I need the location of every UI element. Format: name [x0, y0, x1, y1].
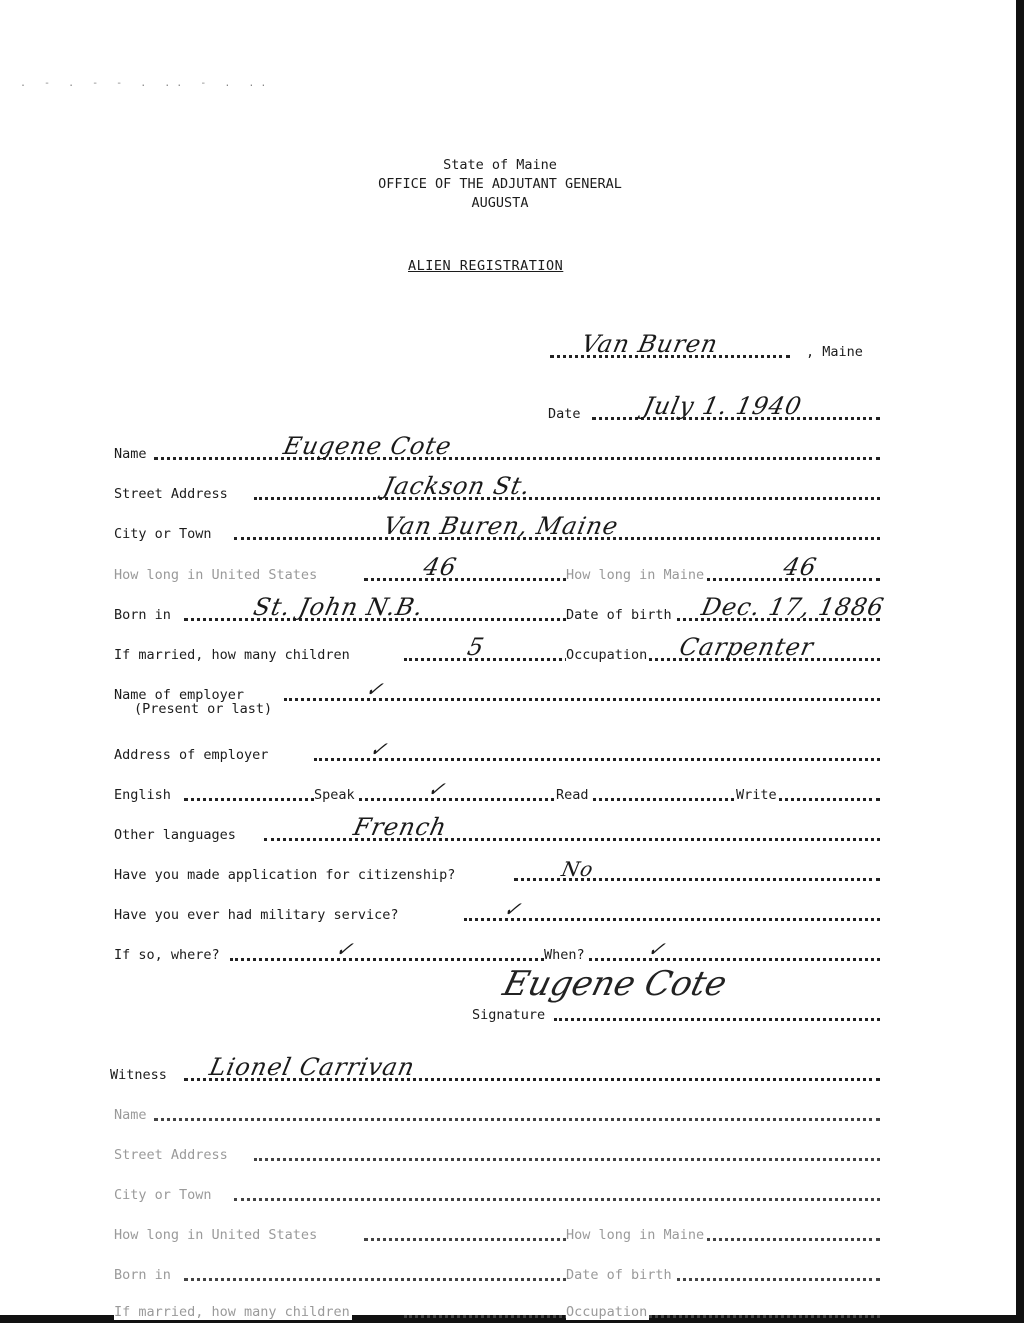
born-row: [114, 593, 888, 623]
employer-addr-value: ✓: [367, 737, 391, 761]
dob-label: Date of birth: [566, 607, 672, 623]
employer-sub: (Present or last): [134, 701, 273, 717]
faded-married-row: [114, 1298, 880, 1320]
signature-value: Eugene Cote: [499, 964, 731, 1004]
faded-occupation-label: Occupation: [566, 1304, 648, 1320]
document-header: [0, 156, 1000, 213]
faded-married-label: If married, how many children: [114, 1304, 350, 1320]
faded-name-label: Name: [114, 1107, 147, 1123]
faded-name-row: [114, 1101, 880, 1123]
dob-value: Dec. 17, 1886: [699, 593, 888, 621]
date-value: July 1. 1940: [641, 392, 805, 420]
street-row: [114, 472, 880, 502]
date-row: [114, 392, 880, 422]
how-long-row: [114, 553, 880, 583]
speak-value: ✓: [425, 777, 449, 801]
where-row: [114, 937, 880, 963]
faded-how-long-us-label: How long in United States: [114, 1227, 318, 1243]
city-value: Van Buren, Maine: [381, 512, 622, 540]
other-lang-value: French: [351, 813, 450, 841]
married-row: [114, 633, 880, 663]
employer-row: [114, 677, 880, 703]
faded-born-row: [114, 1261, 880, 1283]
street-dots: [254, 497, 880, 500]
other-lang-row: [114, 813, 880, 843]
name-dots: [154, 457, 880, 460]
faded-city-dots: [234, 1198, 880, 1201]
signature-row: [114, 1001, 880, 1023]
witness-value: Lionel Carrivan: [207, 1053, 418, 1081]
employer-addr-row: [114, 737, 880, 763]
citizenship-label: Have you made application for citizenship?: [114, 867, 456, 883]
witness-label: Witness: [110, 1067, 167, 1083]
header-office: OFFICE OF THE ADJUTANT GENERAL: [378, 176, 622, 192]
city-row: [114, 512, 880, 542]
faded-name-dots: [154, 1118, 880, 1121]
born-value: St. John N.B.: [251, 593, 427, 621]
employer-addr-dots: [314, 758, 880, 761]
city-label: City or Town: [114, 526, 212, 542]
faded-how-long-me-label: How long in Maine: [566, 1227, 705, 1243]
military-row: [114, 897, 880, 923]
read-label: Read: [556, 787, 589, 803]
faded-how-long-row: [114, 1221, 880, 1243]
citizenship-value: No: [559, 857, 597, 881]
english-row: [114, 777, 880, 803]
military-label: Have you ever had military service?: [114, 907, 399, 923]
street-value: Jackson St.: [381, 472, 534, 500]
header-city: AUGUSTA: [471, 195, 529, 211]
place-value: Van Buren: [579, 330, 721, 358]
faded-street-row: [114, 1141, 880, 1163]
how-long-me-value: 46: [781, 553, 820, 581]
street-label: Street Address: [114, 486, 228, 502]
faded-street-label: Street Address: [114, 1147, 228, 1163]
faded-city-label: City or Town: [114, 1187, 212, 1203]
name-row: [114, 432, 880, 462]
faded-born-label: Born in: [114, 1267, 171, 1283]
name-value: Eugene Cote: [281, 432, 455, 460]
employer-label: Name of employer: [114, 687, 245, 703]
header-state: State of Maine: [443, 157, 557, 173]
english-label: English: [114, 787, 171, 803]
children-value: 5: [465, 633, 488, 661]
faded-born-dots: [184, 1278, 880, 1281]
when-label: When?: [544, 947, 585, 963]
military-value: ✓: [501, 897, 525, 921]
where-value: ✓: [333, 937, 357, 961]
place-row: [114, 330, 880, 360]
scan-edge-right: [1016, 0, 1024, 1323]
date-label: Date: [548, 406, 581, 422]
military-dots: [464, 918, 880, 921]
name-label: Name: [114, 446, 147, 462]
how-long-me-label: How long in Maine: [566, 567, 705, 583]
born-label: Born in: [114, 607, 171, 623]
how-long-us-value: 46: [421, 553, 460, 581]
faded-street-dots: [254, 1158, 880, 1161]
faded-dob-label: Date of birth: [566, 1267, 672, 1283]
citizenship-row: [114, 857, 880, 883]
occupation-label: Occupation: [566, 647, 648, 663]
where-label: If so, where?: [114, 947, 220, 963]
signature-label: Signature: [472, 1007, 546, 1023]
witness-row: [110, 1053, 880, 1083]
faded-city-row: [114, 1181, 880, 1203]
when-value: ✓: [645, 937, 669, 961]
write-label: Write: [736, 787, 777, 803]
other-lang-label: Other languages: [114, 827, 236, 843]
speak-label: Speak: [314, 787, 355, 803]
employer-value: ✓: [363, 677, 387, 701]
scan-specks: . - . - - . .. - . ..: [20, 78, 273, 89]
signature-dots: [554, 1018, 880, 1021]
occupation-value: Carpenter: [677, 633, 817, 661]
how-long-us-label: How long in United States: [114, 567, 318, 583]
married-label: If married, how many children: [114, 647, 350, 663]
place-suffix: , Maine: [806, 344, 863, 360]
document-title: ALIEN REGISTRATION: [408, 258, 564, 274]
employer-addr-label: Address of employer: [114, 747, 269, 763]
